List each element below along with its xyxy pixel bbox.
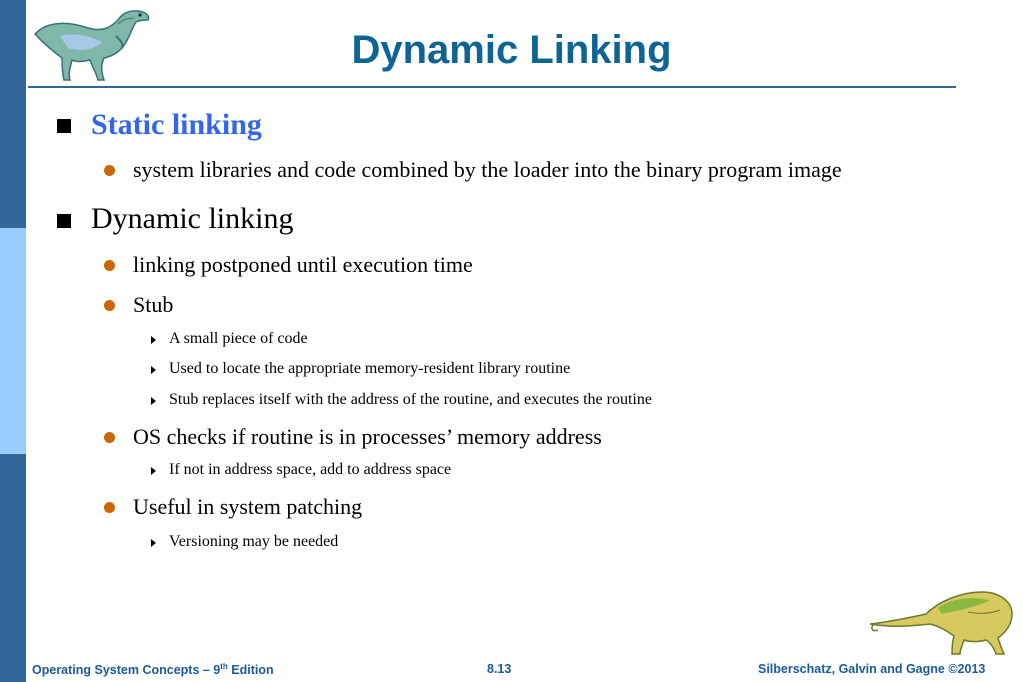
arrow-bullet-icon <box>151 366 156 374</box>
bullet-static-linking: Static linking <box>91 108 262 141</box>
page-title: Dynamic Linking <box>351 28 672 72</box>
title-divider <box>28 86 956 88</box>
dinosaur-icon <box>868 584 1016 656</box>
circle-bullet-icon <box>104 260 115 271</box>
subbullet-locate-routine: Used to locate the appropriate memory-resident library routine <box>169 360 571 377</box>
bullet-stub: Stub <box>133 292 174 317</box>
left-bar-middle <box>0 228 26 454</box>
left-bar-bottom <box>0 454 26 682</box>
footer-book-title: Operating System Concepts – 9th Edition <box>32 662 274 678</box>
subbullet-versioning: Versioning may be needed <box>169 533 339 550</box>
arrow-bullet-icon <box>151 397 156 405</box>
subbullet-small-piece: A small piece of code <box>169 330 308 347</box>
circle-bullet-icon <box>104 300 115 311</box>
square-bullet-icon <box>57 214 71 228</box>
subbullet-stub-replaces: Stub replaces itself with the address of the routine, and executes the routine <box>169 391 652 408</box>
bullet-linking-postponed: linking postponed until execution time <box>133 252 473 277</box>
arrow-bullet-icon <box>151 539 156 547</box>
bullet-os-checks: OS checks if routine is in processes’ memory address <box>133 424 602 449</box>
bullet-system-patching: Useful in system patching <box>133 494 363 519</box>
square-bullet-icon <box>57 119 71 133</box>
bullet-dynamic-linking: Dynamic linking <box>91 202 294 235</box>
circle-bullet-icon <box>104 165 115 176</box>
footer-copyright: Silberschatz, Galvin and Gagne ©2013 <box>758 662 986 676</box>
arrow-bullet-icon <box>151 467 156 475</box>
subbullet-address-space: If not in address space, add to address space <box>169 461 452 478</box>
circle-bullet-icon <box>104 502 115 513</box>
footer-page-number: 8.13 <box>487 662 512 676</box>
arrow-bullet-icon <box>151 336 156 344</box>
left-color-bar <box>0 0 26 682</box>
circle-bullet-icon <box>104 432 115 443</box>
bullet-static-linking-detail: system libraries and code combined by the loader into the binary program image <box>133 157 842 182</box>
